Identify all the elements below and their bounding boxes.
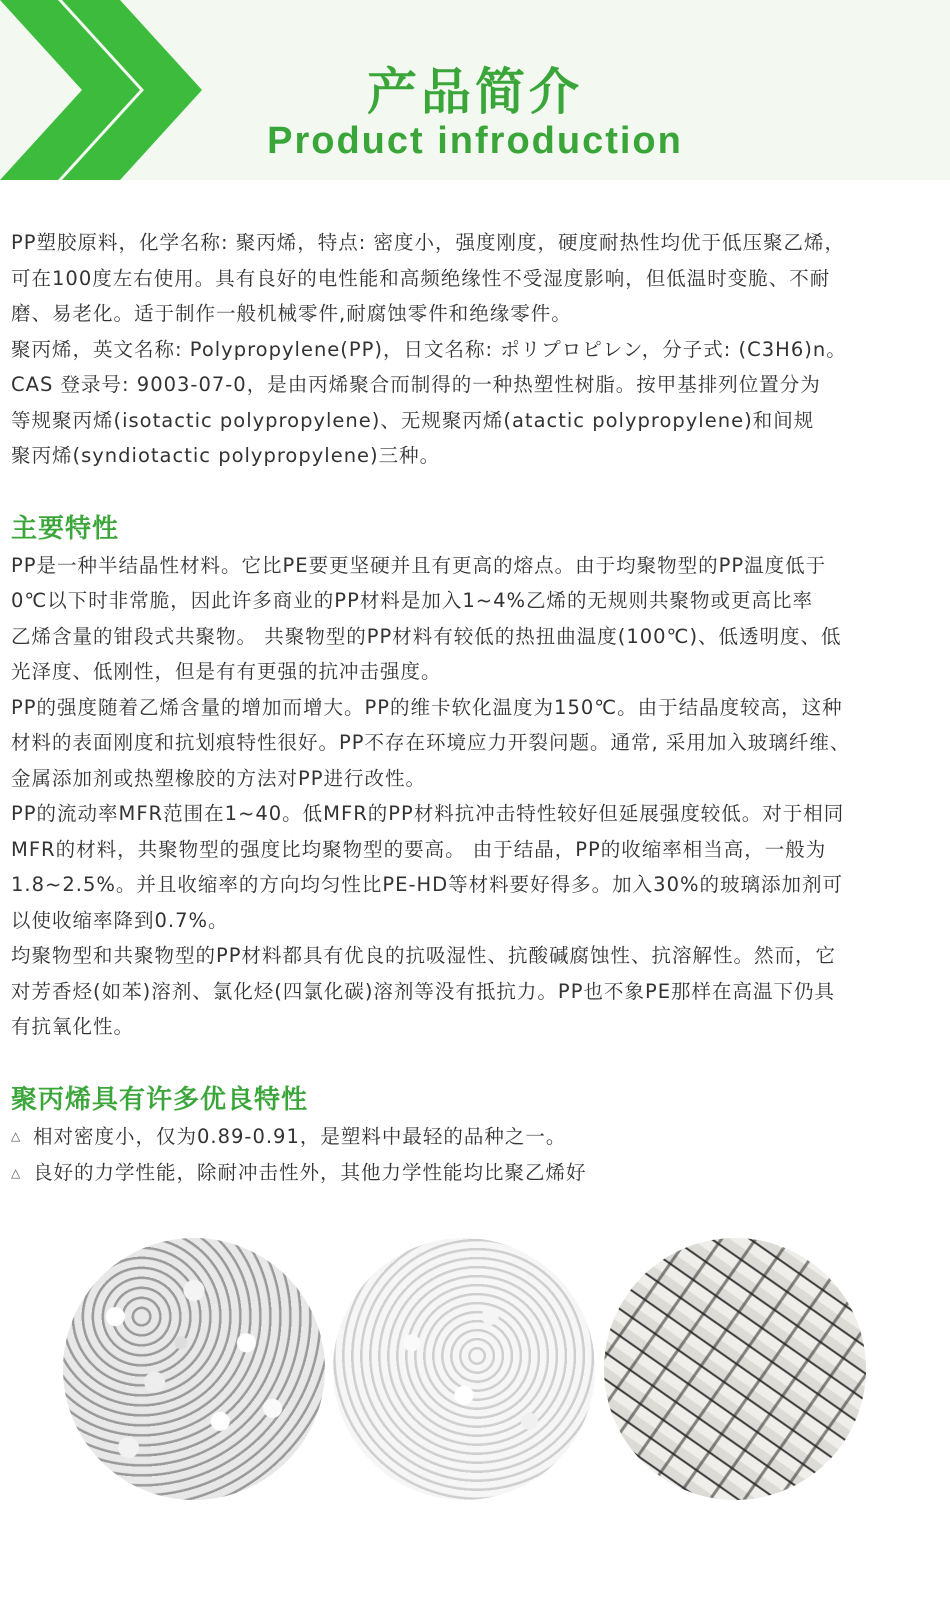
text-line: 金属添加剂或热塑橡胶的方法对PP进行改性。 <box>11 766 427 790</box>
intro-paragraph-2 <box>11 332 936 474</box>
main-content <box>11 225 936 1191</box>
text-line: PP是一种半结晶性材料。它比PE要更坚硬并且有更高的熔点。由于均聚物型的PP温度低于 <box>11 553 827 577</box>
features-paragraph-1 <box>11 548 936 690</box>
list-item <box>11 1155 936 1191</box>
list-item-text: 良好的力学性能，除耐冲击性外，其他力学性能均比聚乙烯好 <box>33 1160 587 1184</box>
text-line: 光泽度、低刚性，但是有有更强的抗冲击强度。 <box>11 660 442 683</box>
text-line: MFR的材料，共聚物型的强度比均聚物型的要高。 由于结晶，PP的收缩率相当高，一般为 <box>11 837 827 861</box>
features-paragraph-4 <box>11 938 936 1045</box>
triangle-bullet-icon: △ <box>11 1129 22 1144</box>
pp-pellets-translucent-photo <box>333 1238 595 1500</box>
text-line: 0℃以下时非常脆，因此许多商业的PP材料是加入1~4%乙烯的无规则共聚物或更高比率 <box>11 589 814 612</box>
pp-pellets-white-photo <box>63 1238 325 1500</box>
header-banner <box>0 0 950 180</box>
pp-pellets-cylindrical-photo <box>604 1238 866 1500</box>
section-title-advantages: 聚丙烯具有许多优良特性 <box>11 1084 309 1115</box>
text-line: 聚丙烯(syndiotactic polypropylene)三种。 <box>11 444 441 467</box>
text-line: PP的强度随着乙烯含量的增加而增大。PP的维卡软化温度为150℃。由于结晶度较高，这种 <box>11 695 843 719</box>
text-line: 磨、易老化。适于制作一般机械零件,耐腐蚀零件和绝缘零件。 <box>11 302 572 325</box>
text-line: 材料的表面刚度和抗划痕特性很好。PP不存在环境应力开裂问题。通常, 采用加入玻璃纤维、 <box>11 731 851 754</box>
section-title-features: 主要特性 <box>11 513 120 544</box>
list-item-text: 相对密度小，仅为0.89-0.91，是塑料中最轻的品种之一。 <box>33 1124 567 1148</box>
text-line: 以使收缩率降到0.7%。 <box>11 908 229 932</box>
list-item <box>11 1119 936 1155</box>
text-line: 对芳香烃(如苯)溶剂、氯化烃(四氯化碳)溶剂等没有抵抗力。PP也不象PE那样在高温下仍具 <box>11 979 836 1003</box>
text-line: 等规聚丙烯(isotactic polypropylene)、无规聚丙烯(atactic polypropylene)和间规 <box>11 408 815 432</box>
text-line: 可在100度左右使用。具有良好的电性能和高频绝缘性不受湿度影响，但低温时变脆、不耐 <box>11 266 831 290</box>
page-title: 产品简介 <box>367 63 583 121</box>
page-subtitle: Product infroduction <box>267 120 683 162</box>
text-line: PP塑胶原料，化学名称: 聚丙烯，特点: 密度小，强度刚度，硬度耐热性均优于低压聚乙烯， <box>11 231 846 254</box>
text-line: 聚丙烯，英文名称: Polypropylene(PP)，日文名称: ポリプロピレン，分子式: (C3H6)n。 <box>11 337 847 361</box>
text-line: PP的流动率MFR范围在1~40。低MFR的PP材料抗冲击特性较好但延展强度较低。对于相同 <box>11 802 845 825</box>
text-line: 乙烯含量的钳段式共聚物。 共聚物型的PP材料有较低的热扭曲温度(100℃)、低透明度、低 <box>11 624 842 648</box>
product-photos <box>0 1238 950 1508</box>
text-line: 1.8~2.5%。并且收缩率的方向均匀性比PE-HD等材料要好得多。加入30%的玻璃添加剂可 <box>11 873 844 896</box>
intro-paragraph-1 <box>11 225 936 332</box>
text-line: 均聚物型和共聚物型的PP材料都具有优良的抗吸湿性、抗酸碱腐蚀性、抗溶解性。然而，它 <box>11 944 837 967</box>
triangle-bullet-icon: △ <box>11 1165 22 1180</box>
text-line: 有抗氧化性。 <box>11 1015 135 1038</box>
features-paragraph-2 <box>11 690 936 797</box>
text-line: CAS 登录号: 9003-07-0，是由丙烯聚合而制得的一种热塑性树脂。按甲基排列位置分为 <box>11 373 821 396</box>
features-paragraph-3 <box>11 796 936 938</box>
